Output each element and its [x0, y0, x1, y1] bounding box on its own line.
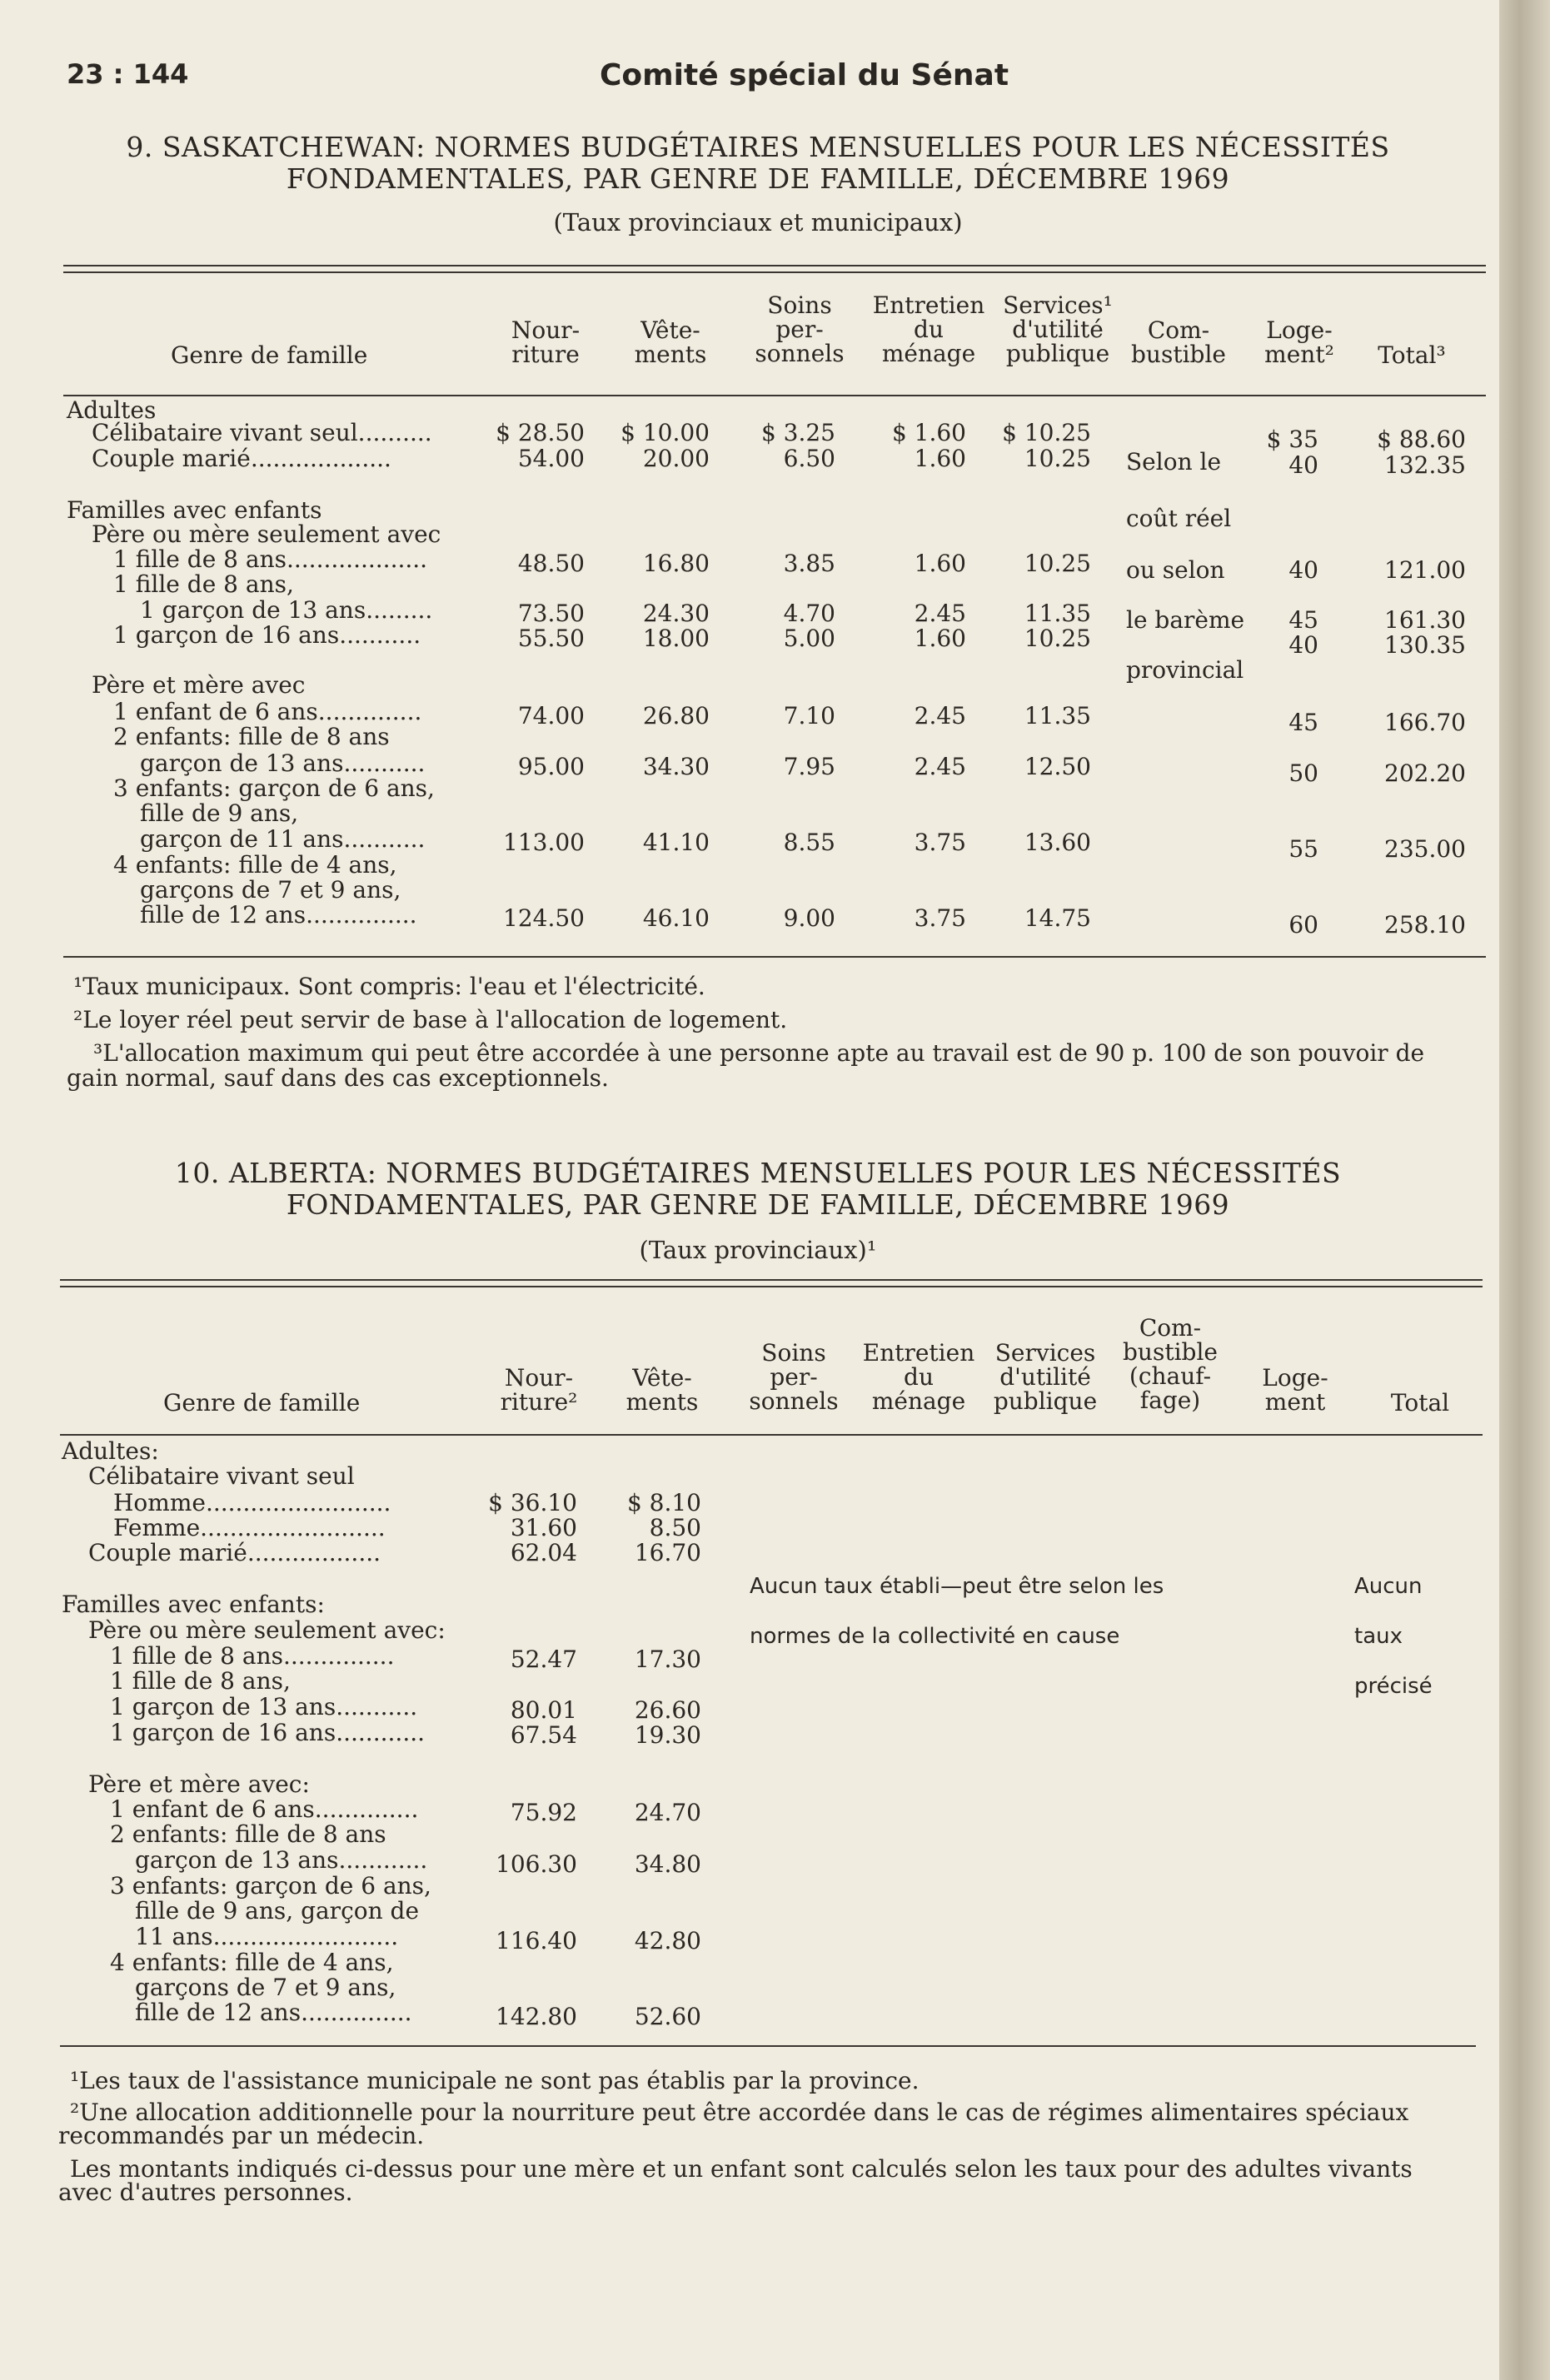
t10-cell: 80.01 [510, 1696, 577, 1724]
t9-col-nourriture: Nour- riture [511, 316, 581, 368]
t9-cell: $ 3.25 [760, 419, 835, 446]
t9-footnote-1: ¹Taux municipaux. Sont compris: l'eau et l'électricité. [73, 973, 705, 1000]
t9-cell: 2.45 [914, 753, 966, 780]
t9-cell: 40 [1288, 451, 1318, 479]
t9-label-r6a: 3 enfants: garçon de 6 ans, [113, 774, 435, 802]
t9-cell: 11.35 [1024, 600, 1091, 627]
t9-cell: 2.45 [914, 600, 966, 627]
t10-note-middle-2: normes de la collectivité en cause [750, 1624, 1120, 1649]
t10-cell: $ 36.10 [488, 1489, 577, 1516]
t10-cell: 19.30 [634, 1721, 701, 1749]
t9-col-genre: Genre de famille [171, 341, 368, 369]
t10-cell: 24.70 [634, 1799, 701, 1826]
t10-label-adultes: Adultes: [62, 1437, 159, 1465]
t9-cell: 54.00 [517, 445, 585, 472]
t9-cell: 24.30 [642, 600, 710, 627]
t9-cell: 45 [1288, 709, 1318, 736]
t9-cell: 5.00 [783, 625, 835, 652]
table10-subtitle: (Taux provinciaux)¹ [639, 1236, 877, 1264]
t9-label-celibataire: Célibataire vivant seul.......... [92, 419, 432, 446]
t10-footnote-4: Les montants indiqués ci-dessus pour une mère et un enfant sont calculés selon les taux pour des adultes vivants [70, 2155, 1413, 2183]
t9-cell: $ 88.60 [1377, 426, 1466, 453]
t9-cell: 3.85 [783, 550, 835, 577]
running-title: Comité spécial du Sénat [600, 58, 1009, 92]
t9-label-r7a: 4 enfants: fille de 4 ans, [113, 851, 397, 879]
t10-label-r5b: garçon de 13 ans............ [135, 1846, 428, 1874]
t10-col-soins: Soins per- sonnels [749, 1339, 839, 1415]
t9-footnote-4: gain normal, sauf dans des cas exceptionnels. [67, 1064, 609, 1092]
t9-cell: 1.60 [914, 550, 966, 577]
t9-label-pere-et-mere: Père et mère avec [92, 671, 306, 699]
t9-cell: 113.00 [503, 829, 585, 856]
t10-label-r6c: 11 ans......................... [135, 1923, 399, 1950]
table9-title-line1: 9. SASKATCHEWAN: NORMES BUDGÉTAIRES MENSUELLES POUR LES NÉCESSITÉS [126, 131, 1390, 163]
t9-label-r1: 1 fille de 8 ans................... [113, 545, 428, 573]
t10-cell: 67.54 [510, 1721, 577, 1749]
t9-cell: 20.00 [642, 445, 710, 472]
t9-combustible-note-5: provincial [1126, 656, 1244, 684]
t9-cell: 202.20 [1384, 759, 1466, 787]
t10-cell: 8.50 [649, 1514, 701, 1541]
t10-col-total: Total [1390, 1389, 1450, 1417]
t10-cell: 31.60 [510, 1514, 577, 1541]
t10-cell: 26.60 [634, 1696, 701, 1724]
t9-cell: 235.00 [1384, 835, 1466, 863]
t9-cell: 2.45 [914, 702, 966, 729]
t9-col-vetements: Vête- ments [634, 316, 707, 368]
table9-top-rule [63, 265, 1486, 273]
t9-cell: 13.60 [1024, 829, 1091, 856]
t9-cell: 73.50 [517, 600, 585, 627]
t10-col-genre: Genre de famille [163, 1389, 361, 1417]
table10-title-line2: FONDAMENTALES, PAR GENRE DE FAMILLE, DÉCEMBRE 1969 [286, 1188, 1230, 1221]
t9-cell: 95.00 [517, 753, 585, 780]
t9-cell: 26.80 [642, 702, 710, 729]
t10-cell: 62.04 [510, 1539, 577, 1566]
t10-cell: 142.80 [496, 2003, 577, 2030]
t10-label-homme: Homme......................... [113, 1489, 391, 1516]
t10-col-combustible: Com- bustible (chauf- fage) [1123, 1314, 1218, 1414]
t9-label-r6b: fille de 9 ans, [140, 799, 299, 827]
t9-combustible-note-1: Selon le [1126, 448, 1222, 476]
table9-title [50, 132, 1466, 195]
t9-col-entretien: Entretien du ménage [872, 291, 985, 367]
t10-label-r7b: garçons de 7 et 9 ans, [135, 1974, 396, 2001]
t9-cell: 1.60 [914, 445, 966, 472]
t10-note-middle-1: Aucun taux établi—peut être selon les [750, 1574, 1164, 1599]
table10-bottom-rule [60, 2045, 1476, 2047]
t10-col-entretien: Entretien du ménage [862, 1339, 975, 1415]
t9-cell: $ 10.00 [620, 419, 710, 446]
t9-label-r5a: 2 enfants: fille de 8 ans [113, 723, 390, 750]
t9-col-services: Services¹ d'utilité publique [1003, 291, 1113, 367]
t10-cell: 34.80 [634, 1850, 701, 1878]
table10-title-line1: 10. ALBERTA: NORMES BUDGÉTAIRES MENSUELLES POUR LES NÉCESSITÉS [174, 1157, 1342, 1189]
t9-cell: $ 28.50 [496, 419, 585, 446]
t10-cell: 52.47 [510, 1646, 577, 1673]
table9-subtitle: (Taux provinciaux et municipaux) [553, 208, 963, 237]
t10-label-r2b: 1 garçon de 13 ans........... [110, 1693, 418, 1720]
t10-note-right-1: Aucun [1354, 1574, 1423, 1599]
t9-label-familles: Familles avec enfants [67, 496, 322, 524]
table10-header-rule [60, 1434, 1483, 1436]
t9-combustible-note-2: coût réel [1126, 505, 1232, 532]
t10-cell: $ 8.10 [626, 1489, 701, 1516]
t10-label-r1: 1 fille de 8 ans............... [110, 1642, 395, 1670]
t10-label-femme: Femme......................... [113, 1514, 386, 1541]
t9-cell: 18.00 [642, 625, 710, 652]
t9-label-r3: 1 garçon de 16 ans........... [113, 621, 421, 649]
t9-footnote-3: ³L'allocation maximum qui peut être accordée à une personne apte au travail est de 90 p. 100 de son pouvoir de [93, 1039, 1425, 1067]
t9-label-couple: Couple marié................... [92, 445, 391, 472]
t10-cell: 17.30 [634, 1646, 701, 1673]
t10-cell: 75.92 [510, 1799, 577, 1826]
table10-top-rule [60, 1279, 1483, 1287]
t9-cell: 10.25 [1024, 625, 1091, 652]
table9-header-rule [63, 395, 1486, 396]
t10-label-r2a: 1 fille de 8 ans, [110, 1667, 291, 1695]
t9-cell: 11.35 [1024, 702, 1091, 729]
t10-col-vetements: Vête- ments [625, 1364, 699, 1416]
t9-col-total: Total³ [1378, 341, 1446, 369]
t9-cell: 12.50 [1024, 753, 1091, 780]
table9-bottom-rule [63, 956, 1486, 958]
t10-cell: 116.40 [496, 1927, 577, 1954]
t9-cell: 9.00 [783, 904, 835, 932]
t9-cell: 16.80 [642, 550, 710, 577]
t9-footnote-2: ²Le loyer réel peut servir de base à l'allocation de logement. [73, 1006, 788, 1033]
t9-cell: 4.70 [783, 600, 835, 627]
t9-col-combustible: Com- bustible [1131, 316, 1226, 368]
t9-cell: 34.30 [642, 753, 710, 780]
t9-combustible-note-3: ou selon [1126, 556, 1225, 584]
t9-cell: 7.95 [783, 753, 835, 780]
t9-label-pere-ou-mere: Père ou mère seulement avec [92, 520, 441, 548]
t9-col-soins: Soins per- sonnels [755, 291, 845, 367]
t10-col-logement: Loge- ment [1262, 1364, 1328, 1416]
t9-col-logement: Loge- ment² [1264, 316, 1334, 368]
t10-label-r7c: fille de 12 ans............... [135, 1999, 412, 2026]
t9-cell: $ 1.60 [891, 419, 966, 446]
t10-label-r5a: 2 enfants: fille de 8 ans [110, 1820, 386, 1848]
t10-note-right-2: taux [1354, 1624, 1403, 1649]
t9-cell: 130.35 [1384, 631, 1466, 659]
t9-label-r6c: garçon de 11 ans........... [140, 825, 426, 853]
t10-cell: 42.80 [634, 1927, 701, 1954]
t10-col-services: Services d'utilité publique [993, 1339, 1098, 1415]
t9-cell: 55.50 [517, 625, 585, 652]
t9-cell: 48.50 [517, 550, 585, 577]
t10-footnote-5: avec d'autres personnes. [58, 2178, 353, 2206]
t10-label-couple: Couple marié.................. [88, 1539, 381, 1566]
t9-cell: 1.60 [914, 625, 966, 652]
t9-cell: 124.50 [503, 904, 585, 932]
t9-cell: 121.00 [1384, 556, 1466, 584]
t9-cell: 10.25 [1024, 550, 1091, 577]
t10-footnote-3: recommandés par un médecin. [58, 2122, 425, 2149]
t9-cell: 14.75 [1024, 904, 1091, 932]
t9-cell: 6.50 [783, 445, 835, 472]
t10-label-r6b: fille de 9 ans, garçon de [135, 1897, 420, 1924]
t10-cell: 52.60 [634, 2003, 701, 2030]
t9-cell: 40 [1288, 631, 1318, 659]
t10-label-r3: 1 garçon de 16 ans............ [110, 1719, 426, 1746]
table9-title-line2: FONDAMENTALES, PAR GENRE DE FAMILLE, DÉCEMBRE 1969 [286, 162, 1230, 195]
t9-label-r2a: 1 fille de 8 ans, [113, 570, 294, 598]
t9-cell: 50 [1288, 759, 1318, 787]
facing-page-edge [1499, 0, 1550, 2380]
t9-cell: 258.10 [1384, 911, 1466, 939]
t9-cell: 41.10 [642, 829, 710, 856]
t10-label-pere-ou-mere: Père ou mère seulement avec: [88, 1616, 446, 1644]
t9-cell: 40 [1288, 556, 1318, 584]
t10-footnote-1: ¹Les taux de l'assistance municipale ne sont pas établis par la province. [70, 2067, 920, 2094]
t10-footnote-2: ²Une allocation additionnelle pour la nourriture peut être accordée dans le cas de régimes alimentaires spéciaux [70, 2099, 1409, 2126]
t10-label-r6a: 3 enfants: garçon de 6 ans, [110, 1872, 431, 1900]
t9-combustible-note-4: le barème [1126, 606, 1245, 634]
t9-label-r5b: garçon de 13 ans........... [140, 749, 426, 777]
t10-cell: 16.70 [634, 1539, 701, 1566]
t9-cell: 7.10 [783, 702, 835, 729]
t9-cell: 166.70 [1384, 709, 1466, 736]
t10-label-r4: 1 enfant de 6 ans.............. [110, 1795, 419, 1823]
t9-cell: $ 35 [1266, 426, 1318, 453]
t9-cell: 161.30 [1384, 606, 1466, 634]
t9-label-r7b: garçons de 7 et 9 ans, [140, 876, 401, 904]
running-header [67, 58, 1483, 100]
t9-cell: 132.35 [1384, 451, 1466, 479]
table10-title [50, 1158, 1466, 1221]
t10-label-celibataire: Célibataire vivant seul [88, 1462, 355, 1490]
t10-note-right-3: précisé [1354, 1674, 1433, 1699]
t9-cell: 74.00 [517, 702, 585, 729]
t9-label-r2b: 1 garçon de 13 ans......... [140, 596, 433, 624]
t9-cell: $ 10.25 [1002, 419, 1091, 446]
t9-cell: 8.55 [783, 829, 835, 856]
t9-cell: 60 [1288, 911, 1318, 939]
t10-label-familles: Familles avec enfants: [62, 1591, 325, 1618]
page-number: 23 : 144 [67, 58, 189, 90]
t10-label-r7a: 4 enfants: fille de 4 ans, [110, 1949, 394, 1976]
t9-cell: 45 [1288, 606, 1318, 634]
t9-cell: 10.25 [1024, 445, 1091, 472]
t9-label-r4: 1 enfant de 6 ans.............. [113, 698, 422, 725]
t9-cell: 3.75 [914, 904, 966, 932]
t10-label-pere-et-mere: Père et mère avec: [88, 1770, 310, 1798]
t9-cell: 55 [1288, 835, 1318, 863]
t9-label-r7c: fille de 12 ans............... [140, 901, 417, 929]
t9-cell: 46.10 [642, 904, 710, 932]
t9-cell: 3.75 [914, 829, 966, 856]
t10-cell: 106.30 [496, 1850, 577, 1878]
t10-col-nourriture: Nour- riture² [500, 1364, 578, 1416]
t9-label-adultes: Adultes [67, 396, 157, 424]
